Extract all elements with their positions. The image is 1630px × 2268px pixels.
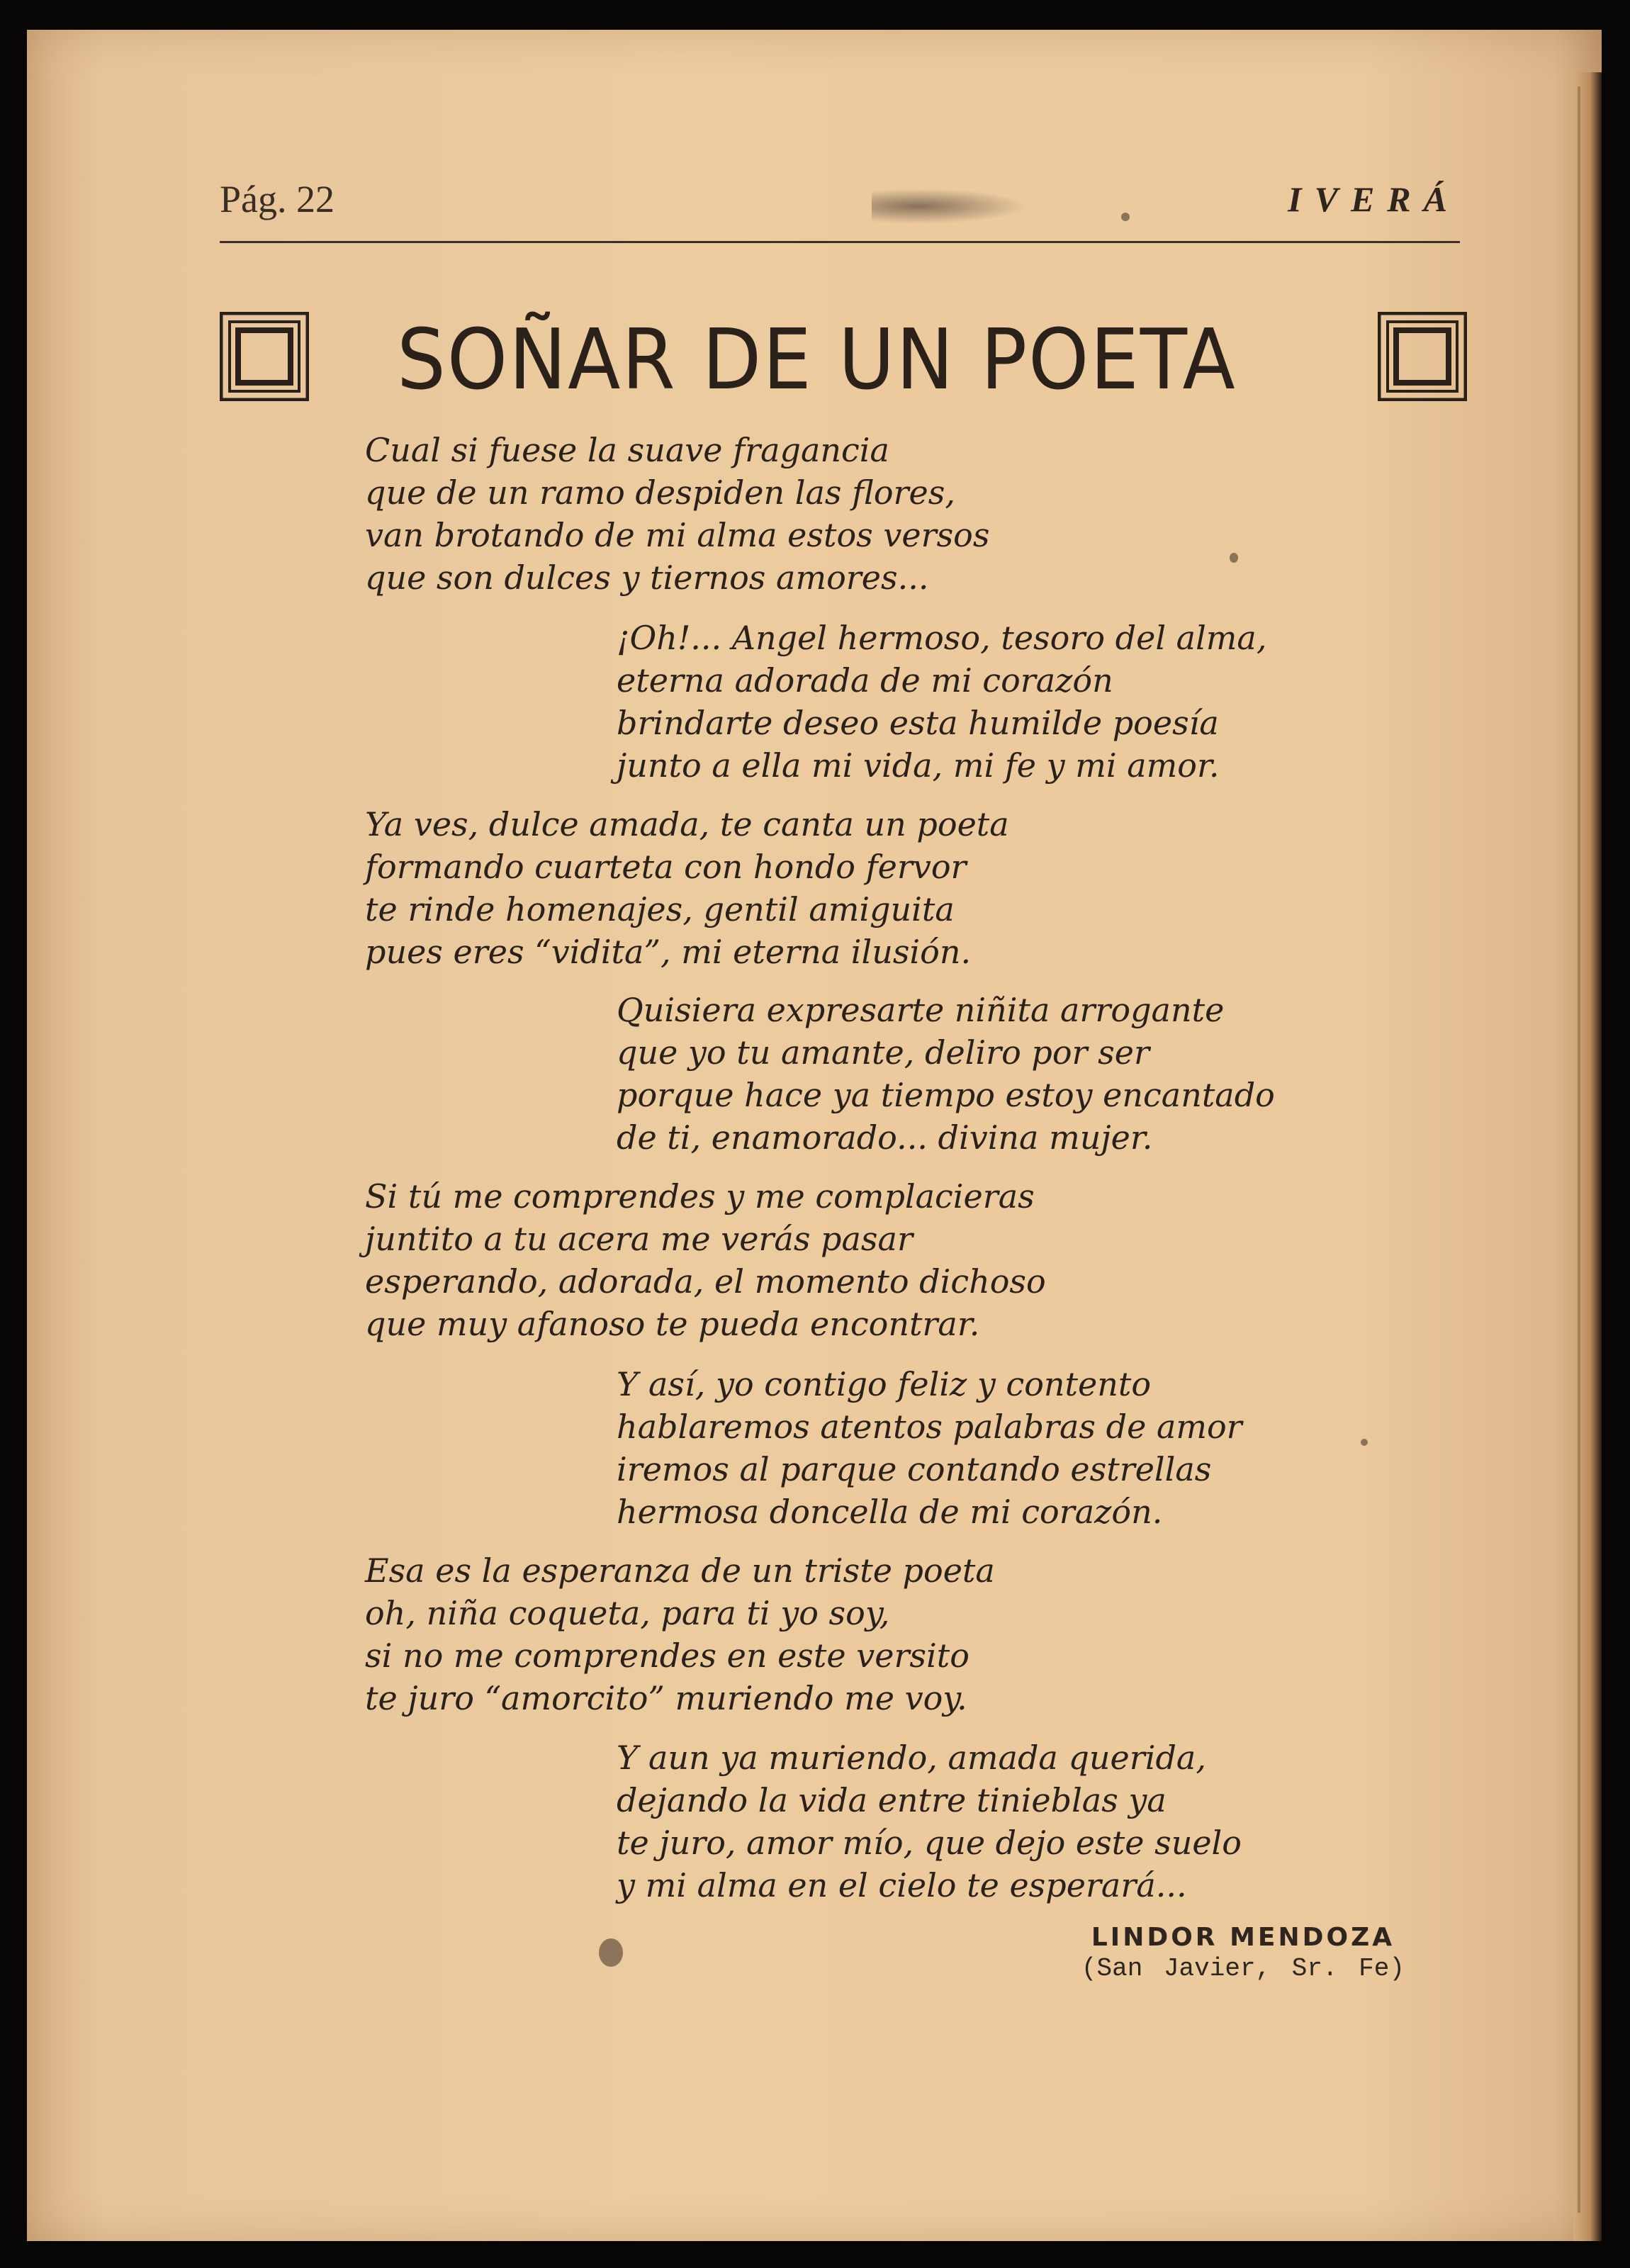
verse-line: juntito a tu acera me verás pasar	[365, 1220, 913, 1258]
verse-line: hablaremos atentos palabras de amor	[617, 1408, 1242, 1446]
verse-line: eterna adorada de mi corazón	[617, 661, 1113, 700]
verse-line: iremos al parque contando estrellas	[617, 1450, 1212, 1488]
verse-line: porque hace ya tiempo estoy encantado	[617, 1076, 1275, 1114]
stanza	[617, 1736, 1242, 1907]
verse-line: ¡Oh!... Angel hermoso, tesoro del alma,	[617, 619, 1267, 657]
square-frame-icon	[220, 312, 309, 401]
verse-line: Y aun ya muriendo, amada querida,	[617, 1739, 1206, 1777]
verse-line: te rinde homenajes, gentil amiguita	[365, 890, 955, 928]
stanza	[365, 429, 989, 599]
verse-line: Esa es la esperanza de un triste poeta	[365, 1551, 995, 1590]
signature	[1081, 1922, 1405, 1984]
stanza	[365, 1175, 1046, 1345]
verse-line: si no me comprendes en este versito	[365, 1637, 969, 1675]
stanza	[365, 803, 1009, 973]
masthead: IVERÁ	[1288, 179, 1460, 219]
stanza	[365, 1549, 995, 1719]
verse-line: y mi alma en el cielo te esperará...	[617, 1866, 1187, 1904]
verse-line: Ya ves, dulce amada, te canta un poeta	[365, 805, 1009, 843]
author-location: (San Javier, Sr. Fe)	[1081, 1954, 1405, 1983]
ink-smudge	[872, 189, 1028, 224]
verse-line: junto a ella mi vida, mi fe y mi amor.	[617, 746, 1220, 785]
verse-line: te juro “amorcito” muriendo me voy.	[365, 1679, 967, 1717]
ink-spot	[599, 1938, 623, 1967]
square-frame-icon	[1378, 312, 1467, 401]
ink-spot	[1361, 1439, 1368, 1446]
poem-title: SOÑAR DE UN POETA	[397, 310, 1237, 408]
page-header	[191, 170, 1460, 248]
header-rule	[220, 241, 1460, 243]
verse-line: van brotando de mi alma estos versos	[365, 516, 990, 554]
verse-line: que yo tu amante, deliro por ser	[617, 1033, 1150, 1072]
verse-line: hermosa doncella de mi corazón.	[617, 1493, 1163, 1531]
verse-line: Quisiera expresarte niñita arrogante	[617, 991, 1225, 1029]
verse-line: que muy afanoso te pueda encontrar.	[365, 1305, 980, 1343]
ink-spot	[1121, 213, 1130, 221]
verse-line: pues eres “vidita”, mi eterna ilusión.	[365, 933, 972, 971]
verse-line: que son dulces y tiernos amores...	[365, 558, 929, 597]
ink-spot	[1230, 553, 1238, 563]
verse-line: formando cuarteta con hondo fervor	[365, 848, 967, 886]
page-fold	[1578, 86, 1580, 2213]
verse-line: oh, niña coqueta, para ti yo soy,	[365, 1594, 890, 1632]
verse-line: Cual si fuese la suave fragancia	[365, 431, 889, 469]
verse-line: te juro, amor mío, que dejo este suelo	[617, 1824, 1242, 1862]
author-name: LINDOR MENDOZA	[1091, 1923, 1395, 1952]
stanza	[617, 1363, 1242, 1533]
page-number: Pág. 22	[220, 178, 335, 220]
verse-line: de ti, enamorado... divina mujer.	[617, 1118, 1153, 1157]
verse-line: que de un ramo despiden las flores,	[365, 473, 955, 512]
verse-line: dejando la vida entre tinieblas ya	[617, 1781, 1167, 1819]
verse-line: esperando, adorada, el momento dichoso	[365, 1262, 1046, 1301]
verse-line: Si tú me comprendes y me complacieras	[365, 1177, 1035, 1216]
verse-line: Y así, yo contigo feliz y contento	[617, 1365, 1152, 1403]
stanza	[617, 989, 1275, 1159]
title-row	[220, 305, 1467, 411]
stanza	[617, 617, 1266, 787]
verse-line: brindarte deseo esta humilde poesía	[617, 704, 1219, 742]
